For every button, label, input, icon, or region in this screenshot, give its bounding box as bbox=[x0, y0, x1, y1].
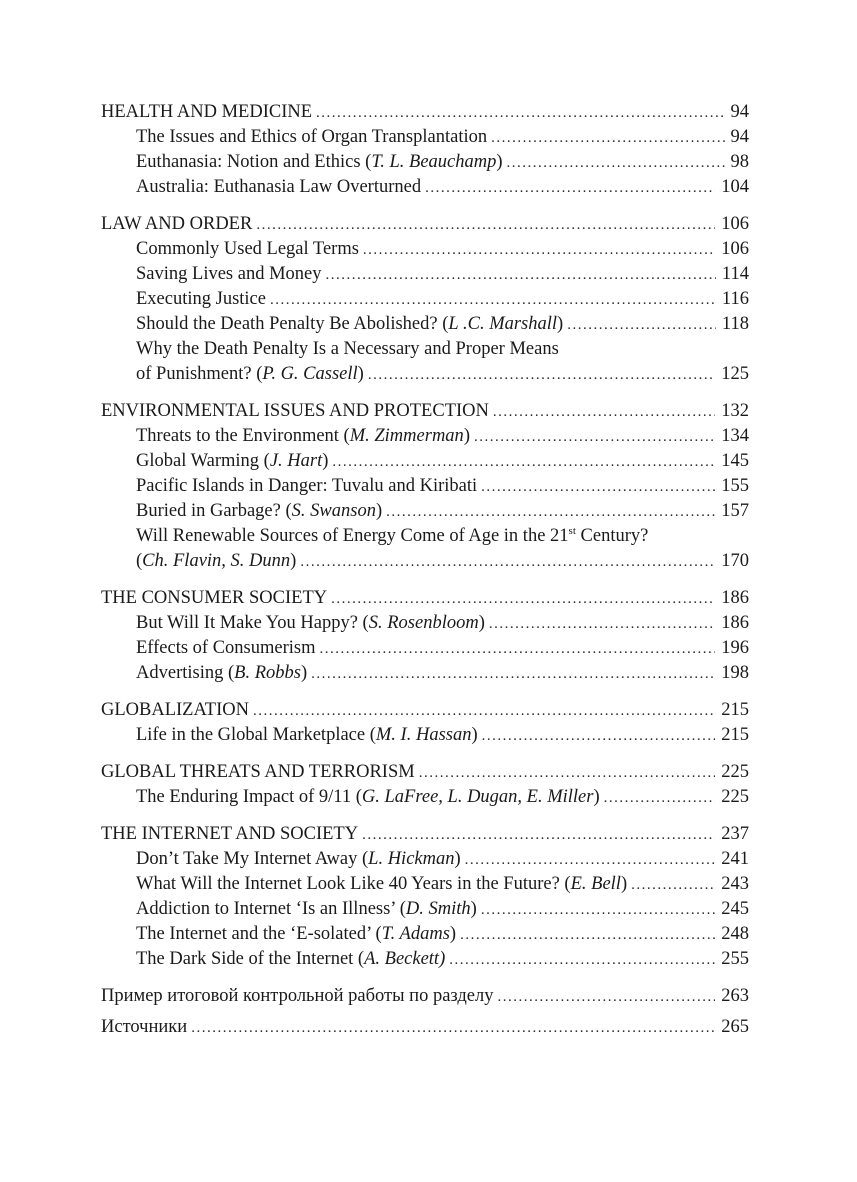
toc-entry: Don’t Take My Internet Away (L. Hickman) ..... 241 bbox=[101, 847, 749, 872]
toc-entry: Advertising (B. Robbs) ..... 198 bbox=[101, 661, 749, 686]
author-name: L .C. Marshall bbox=[448, 314, 558, 334]
toc-section-globalization bbox=[101, 698, 749, 748]
toc-entry: Threats to the Environment (M. Zimmerman) ..... 134 bbox=[101, 424, 749, 449]
toc-heading: LAW AND ORDER ..... 106 bbox=[101, 212, 749, 237]
author-name: M. Zimmerman bbox=[349, 426, 464, 446]
toc-entry: (Ch. Flavin, S. Dunn) ..... 170 bbox=[101, 549, 749, 574]
toc-entry: The Dark Side of the Internet (A. Beckett) ..... 255 bbox=[101, 947, 749, 972]
toc-heading: GLOBAL THREATS AND TERRORISM ..... 225 bbox=[101, 760, 749, 785]
toc-entry: The Issues and Ethics of Organ Transplantation ..... 94 bbox=[101, 125, 749, 150]
author-name: S. Swanson bbox=[291, 501, 376, 521]
toc-entry: Commonly Used Legal Terms ..... 106 bbox=[101, 237, 749, 262]
toc-entry: Australia: Euthanasia Law Overturned ..... 104 bbox=[101, 175, 749, 200]
author-name: Ch. Flavin, S. Dunn bbox=[142, 551, 291, 571]
toc-heading: THE CONSUMER SOCIETY ..... 186 bbox=[101, 586, 749, 611]
toc-entry: of Punishment? (P. G. Cassell) ..... 125 bbox=[101, 362, 749, 387]
toc-section-threats bbox=[101, 760, 749, 810]
author-name: T. L. Beauchamp bbox=[371, 152, 497, 172]
toc-entry-line1: Why the Death Penalty Is a Necessary and Proper Means bbox=[136, 339, 559, 359]
toc-heading: Пример итоговой контрольной работы по разделу ..... 263 bbox=[101, 984, 749, 1009]
toc-section-internet bbox=[101, 822, 749, 972]
toc-entry: Buried in Garbage? (S. Swanson) ..... 157 bbox=[101, 499, 749, 524]
author-name: T. Adams bbox=[381, 924, 450, 944]
toc-entry: What Will the Internet Look Like 40 Years in the Future? (E. Bell) ..... 243 bbox=[101, 872, 749, 897]
toc-entry: Pacific Islands in Danger: Tuvalu and Kiribati ..... 155 bbox=[101, 474, 749, 499]
author-name: D. Smith bbox=[405, 899, 471, 919]
toc-section-sample-test bbox=[101, 984, 749, 1009]
author-name: E. Bell bbox=[570, 874, 621, 894]
author-name: M. I. Hassan bbox=[375, 725, 472, 745]
toc-entry-line1: Will Renewable Sources of Energy Come of Age in the 21st Century? bbox=[136, 524, 649, 546]
author-name: G. LaFree, L. Dugan, E. Miller bbox=[361, 787, 594, 807]
author-name: P. G. Cassell bbox=[262, 364, 358, 384]
toc-entry: Saving Lives and Money ..... 114 bbox=[101, 262, 749, 287]
toc-entry: Executing Justice ..... 116 bbox=[101, 287, 749, 312]
author-name: S. Rosenbloom bbox=[368, 613, 479, 633]
toc-entry: Global Warming (J. Hart) ..... 145 bbox=[101, 449, 749, 474]
toc-entry: The Enduring Impact of 9/11 (G. LaFree, L. Dugan, E. Miller) ..... 225 bbox=[101, 785, 749, 810]
toc-section-law bbox=[101, 212, 749, 387]
author-name: A. Beckett) bbox=[364, 949, 446, 969]
toc-entry: The Internet and the ‘E-solated’ (T. Adams) ..... 248 bbox=[101, 922, 749, 947]
toc-heading: Источники ..... 265 bbox=[101, 1015, 749, 1040]
toc-section-sources bbox=[101, 1015, 749, 1040]
toc-entry: But Will It Make You Happy? (S. Rosenbloom) ..... 186 bbox=[101, 611, 749, 636]
toc-heading: HEALTH AND MEDICINE ..... 94 bbox=[101, 100, 749, 125]
author-name: B. Robbs bbox=[234, 663, 301, 683]
toc-section-environment bbox=[101, 399, 749, 574]
toc-entry: Euthanasia: Notion and Ethics (T. L. Beauchamp) ..... 98 bbox=[101, 150, 749, 175]
toc-heading: THE INTERNET AND SOCIETY ..... 237 bbox=[101, 822, 749, 847]
toc-entry: Addiction to Internet ‘Is an Illness’ (D. Smith) ..... 245 bbox=[101, 897, 749, 922]
toc-heading: GLOBALIZATION ..... 215 bbox=[101, 698, 749, 723]
author-name: L. Hickman bbox=[368, 849, 455, 869]
toc-entry: Effects of Consumerism ..... 196 bbox=[101, 636, 749, 661]
toc-entry: Life in the Global Marketplace (M. I. Hassan) ..... 215 bbox=[101, 723, 749, 748]
toc-heading: ENVIRONMENTAL ISSUES AND PROTECTION ..... 132 bbox=[101, 399, 749, 424]
toc-entry: Should the Death Penalty Be Abolished? (L .C. Marshall) ..... 118 bbox=[101, 312, 749, 337]
toc-section-consumer bbox=[101, 586, 749, 686]
author-name: J. Hart bbox=[269, 451, 323, 471]
toc-section-health bbox=[101, 100, 749, 200]
table-of-contents bbox=[101, 100, 749, 1052]
